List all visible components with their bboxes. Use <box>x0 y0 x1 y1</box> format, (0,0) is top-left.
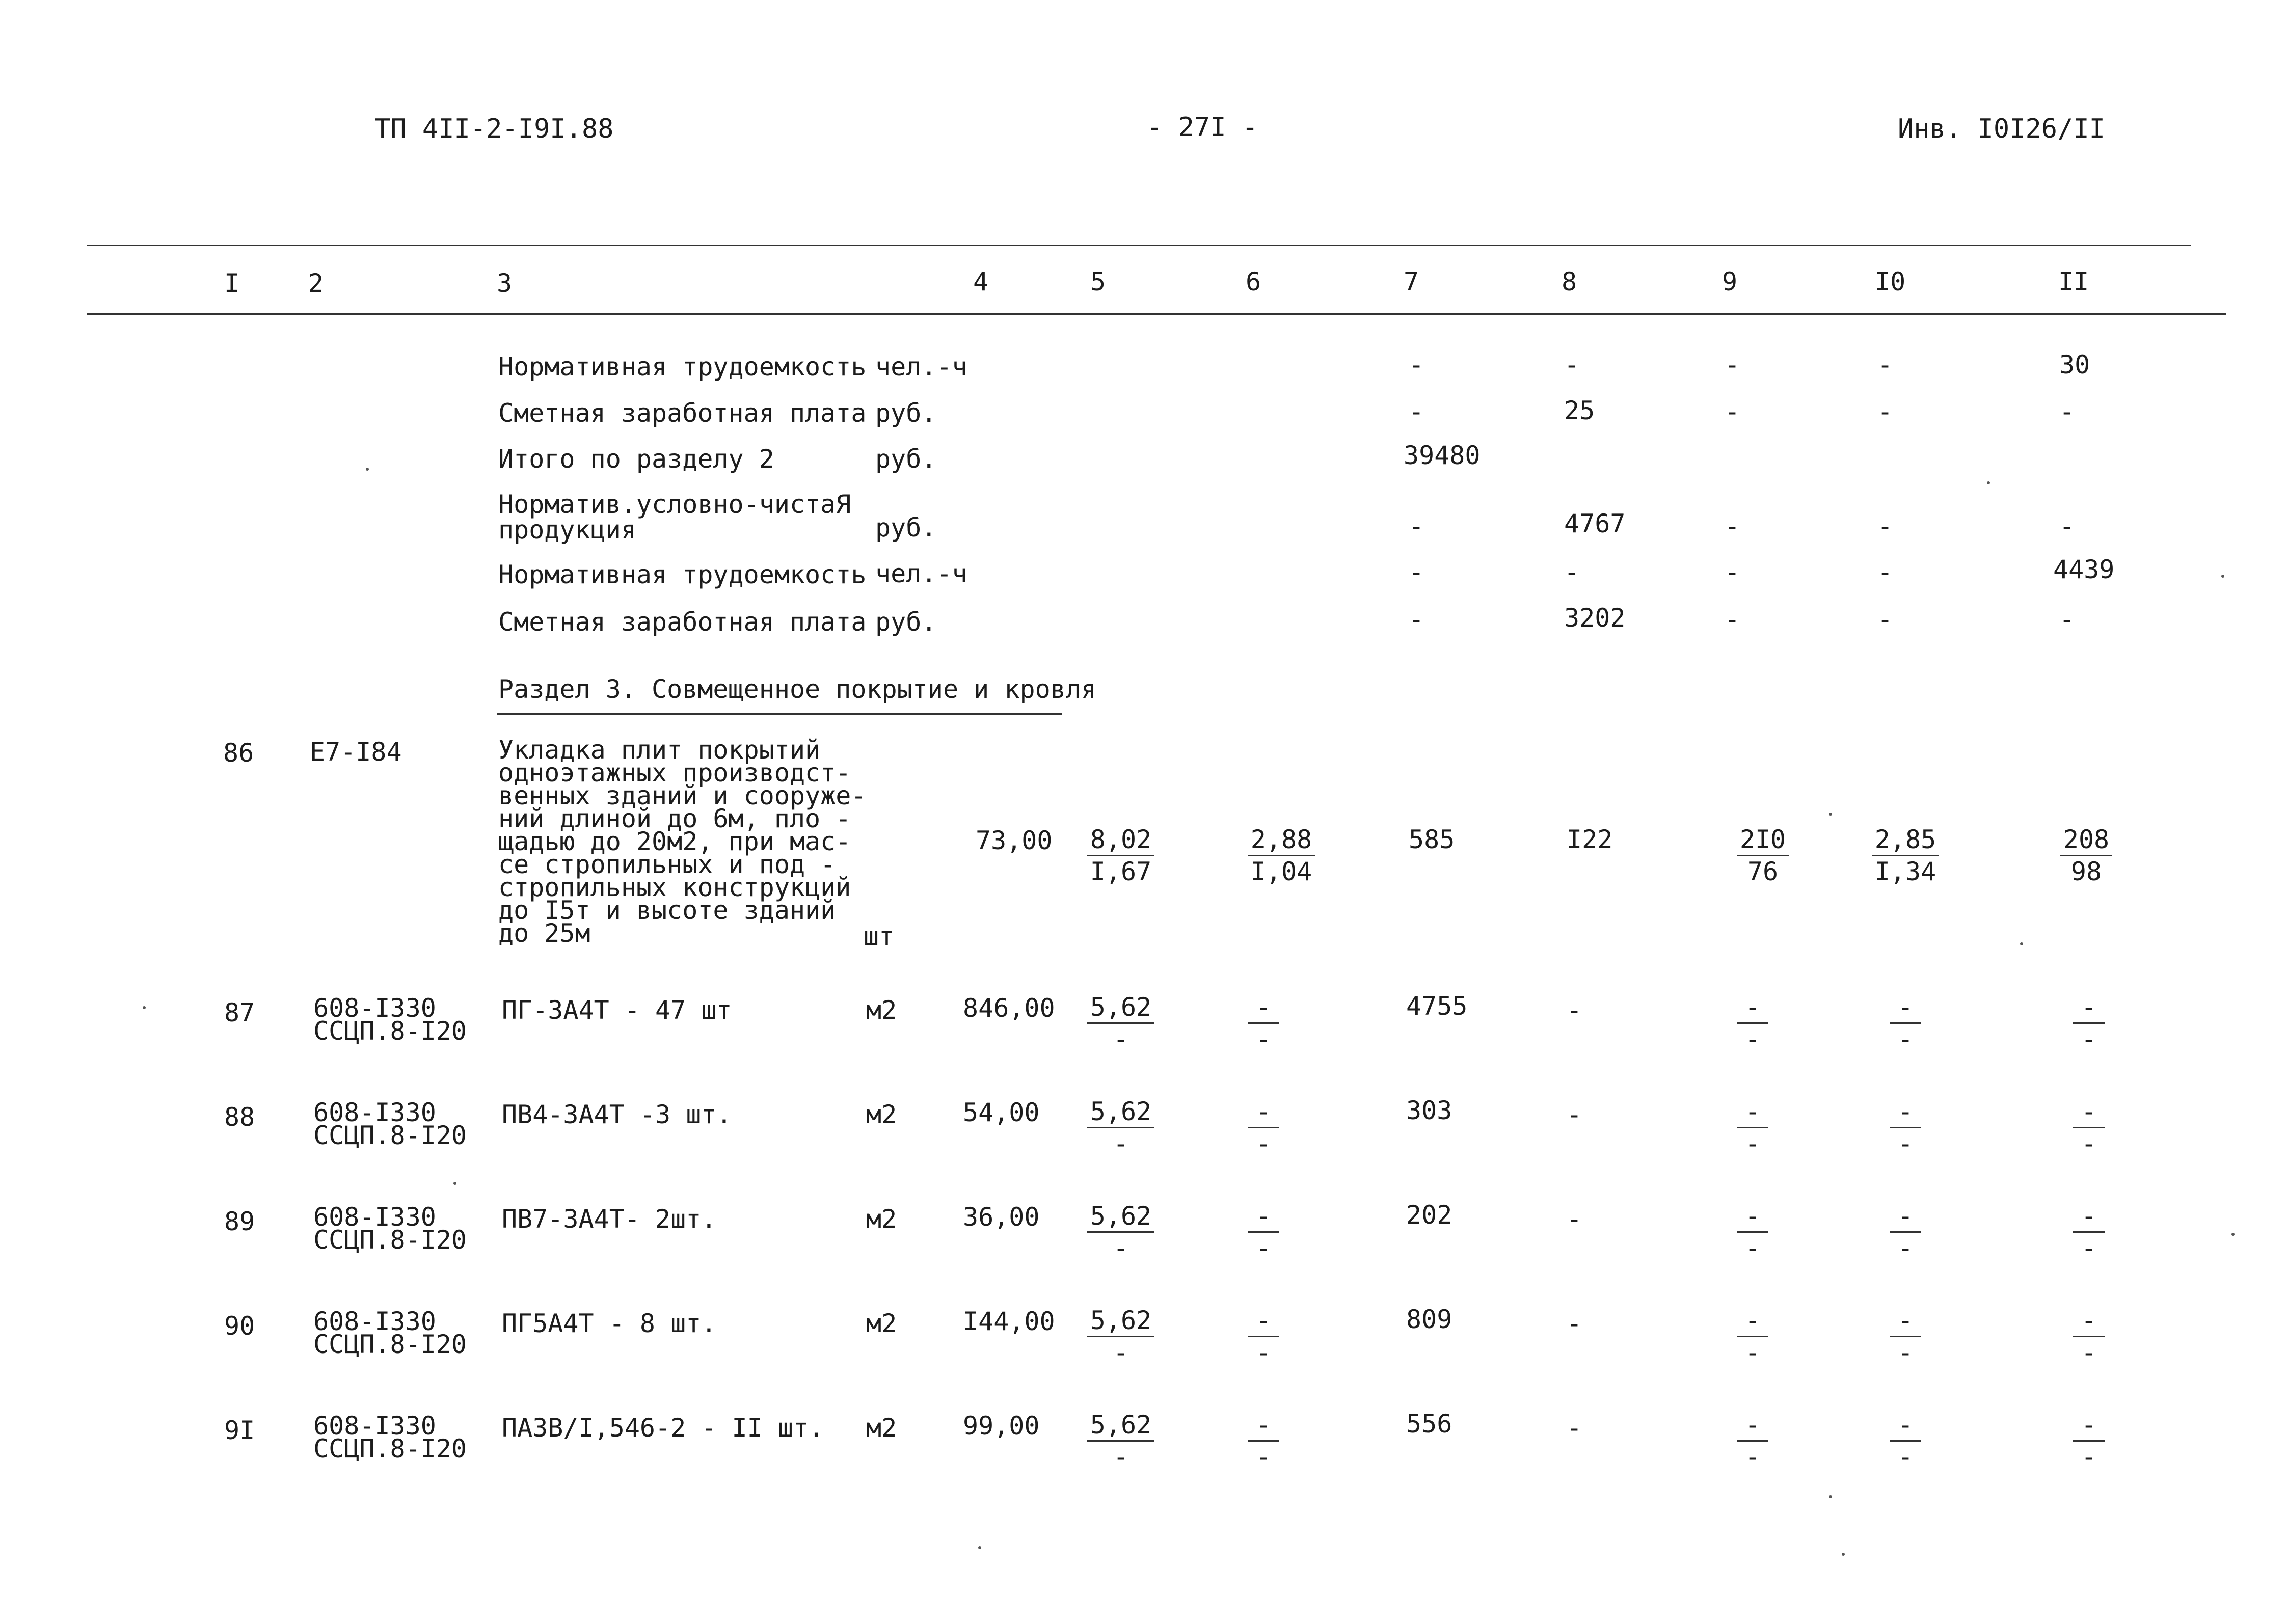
row-c11-num: - <box>2073 1201 2105 1233</box>
row-c6-fraction <box>1225 1201 1302 1263</box>
row-code: 608-I330 ССЦП.8-I20 <box>313 1411 467 1464</box>
row-c9-num: - <box>1737 992 1768 1024</box>
row-description: ПГ5А4Т - 8 шт. <box>502 1309 717 1338</box>
row-unit: м2 <box>866 1204 897 1234</box>
row-c7: 4755 <box>1406 991 1468 1021</box>
row-c8: - <box>1567 1309 1582 1338</box>
row-c5-den: - <box>1113 1024 1129 1054</box>
summary-unit: руб. <box>875 607 937 637</box>
summary-c8: - <box>1564 350 1580 380</box>
summary-c8: - <box>1564 557 1580 587</box>
row-c10-num: - <box>1890 1410 1921 1442</box>
row-c6-den: - <box>1255 1442 1272 1472</box>
summary-label: Нормативная трудоемкость <box>498 560 867 589</box>
row-c6-fraction <box>1225 1096 1302 1159</box>
row-c11-den: 98 <box>2070 857 2102 886</box>
row-c10-den: - <box>1897 1129 1914 1158</box>
summary-label: Сметная заработная плата <box>498 607 867 637</box>
row-number: 89 <box>224 1207 255 1236</box>
scan-speck <box>2221 575 2224 578</box>
row-c10-num: 2,85 <box>1872 824 1939 856</box>
row-c10-num: - <box>1890 992 1921 1024</box>
row-c11-num: - <box>2073 992 2105 1024</box>
row-c9-num: - <box>1737 1305 1768 1337</box>
row-c11-den: - <box>2081 1024 2097 1054</box>
row-c9-fraction <box>1725 824 1801 887</box>
row-c8: - <box>1567 1413 1582 1443</box>
row-c11-num: - <box>2073 1305 2105 1337</box>
row-c11-den: - <box>2081 1129 2097 1158</box>
row-c10-fraction <box>1867 1410 1944 1472</box>
col-header-8: 8 <box>1562 267 1577 296</box>
summary-c10: - <box>1877 350 1893 380</box>
row-number: 9I <box>224 1416 255 1445</box>
row-c6-num: 2,88 <box>1248 824 1315 856</box>
row-c10-num: - <box>1890 1096 1921 1128</box>
summary-unit: чел.-ч <box>875 559 967 588</box>
row-c5-num: 5,62 <box>1087 1305 1154 1337</box>
summary-c7: - <box>1409 557 1424 587</box>
row-c5-num: 5,62 <box>1087 1096 1154 1128</box>
col-header-4: 4 <box>973 267 989 296</box>
row-c5-den: - <box>1113 1233 1129 1263</box>
row-c6-den: - <box>1255 1129 1272 1158</box>
summary-c11: 30 <box>2059 350 2090 380</box>
summary-c8: 4767 <box>1564 509 1626 538</box>
row-c9-den: - <box>1744 1024 1761 1054</box>
row-unit: м2 <box>866 1309 897 1338</box>
row-c9-den: 76 <box>1747 857 1779 886</box>
row-c9-num: - <box>1737 1096 1768 1128</box>
row-c10-den: - <box>1897 1338 1914 1367</box>
summary-c9: - <box>1725 350 1740 380</box>
row-unit: м2 <box>866 995 897 1025</box>
page-number: - 27I - <box>1146 112 1258 143</box>
row-c10-num: - <box>1890 1201 1921 1233</box>
summary-c10: - <box>1877 557 1893 587</box>
summary-label: Итого по разделу 2 <box>498 444 774 474</box>
row-description: ПВ4-3А4Т -3 шт. <box>502 1100 732 1129</box>
row-code: 608-I330 ССЦП.8-I20 <box>313 993 467 1046</box>
row-c10-fraction <box>1867 1305 1944 1368</box>
row-c6-den: - <box>1255 1233 1272 1263</box>
row-c11-den: - <box>2081 1233 2097 1263</box>
row-c4: 36,00 <box>963 1202 1040 1232</box>
table-top-rule <box>87 245 2191 246</box>
row-c7: 585 <box>1409 825 1455 854</box>
row-c11-den: - <box>2081 1338 2097 1367</box>
summary-c11: 4439 <box>2053 555 2115 584</box>
row-c6-fraction <box>1225 1305 1302 1368</box>
row-c8: - <box>1567 995 1582 1025</box>
row-c11-fraction <box>2048 824 2124 887</box>
summary-label: Сметная заработная плата <box>498 398 867 428</box>
row-c11-num: - <box>2073 1096 2105 1128</box>
row-c9-fraction <box>1714 1201 1791 1263</box>
section-title-underline <box>497 713 1062 715</box>
row-c5-fraction <box>1083 1201 1159 1263</box>
row-number: 86 <box>223 738 254 768</box>
row-description: ПА3В/I,546-2 - II шт. <box>502 1413 824 1443</box>
row-c6-num: - <box>1248 1096 1279 1128</box>
row-c9-den: - <box>1744 1338 1761 1367</box>
row-c11-den: - <box>2081 1442 2097 1472</box>
summary-c11: - <box>2059 511 2075 541</box>
row-c5-den: - <box>1113 1338 1129 1367</box>
col-header-3: 3 <box>497 268 513 298</box>
row-c9-den: - <box>1744 1233 1761 1263</box>
row-c9-den: - <box>1744 1129 1761 1158</box>
row-c6-num: - <box>1248 992 1279 1024</box>
row-c9-num: 2I0 <box>1737 824 1789 856</box>
summary-c9: - <box>1725 605 1740 634</box>
row-unit: шт <box>864 922 895 951</box>
summary-c10: - <box>1877 605 1893 634</box>
col-header-1: I <box>224 268 240 298</box>
col-header-9: 9 <box>1722 267 1738 296</box>
row-number: 87 <box>224 998 255 1027</box>
row-c5-den: - <box>1113 1442 1129 1472</box>
summary-c10: - <box>1877 397 1893 426</box>
row-c5-num: 5,62 <box>1087 1201 1154 1233</box>
row-c9-fraction <box>1714 992 1791 1054</box>
scan-speck <box>2020 942 2023 945</box>
scan-speck <box>1829 1495 1832 1498</box>
row-c5-num: 5,62 <box>1087 992 1154 1024</box>
row-c10-num: - <box>1890 1305 1921 1337</box>
row-c7: 202 <box>1406 1200 1452 1230</box>
row-c10-fraction <box>1867 824 1944 887</box>
row-c9-fraction <box>1714 1410 1791 1472</box>
summary-c11: - <box>2059 397 2075 426</box>
row-c10-den: I,34 <box>1874 857 1936 886</box>
row-c10-fraction <box>1867 1201 1944 1263</box>
row-c11-fraction <box>2051 1201 2127 1263</box>
row-c6-num: - <box>1248 1201 1279 1233</box>
col-header-11: II <box>2058 267 2089 296</box>
row-c10-fraction <box>1867 1096 1944 1159</box>
summary-unit: руб. <box>875 444 937 474</box>
row-c7: 809 <box>1406 1305 1452 1334</box>
row-c6-num: - <box>1248 1305 1279 1337</box>
row-c5-fraction <box>1083 1305 1159 1368</box>
row-c7: 556 <box>1406 1409 1452 1439</box>
row-c8: I22 <box>1567 825 1613 854</box>
summary-unit: чел.-ч <box>875 352 967 382</box>
row-code: Е7-I84 <box>310 737 402 767</box>
inventory-number: Инв. I0I26/II <box>1898 114 2105 144</box>
scan-speck <box>978 1546 981 1549</box>
row-c9-num: - <box>1737 1410 1768 1442</box>
row-c5-den: - <box>1113 1129 1129 1158</box>
row-c4: 846,00 <box>963 993 1055 1023</box>
row-c9-num: - <box>1737 1201 1768 1233</box>
row-c5-num: 8,02 <box>1087 824 1154 856</box>
scan-speck <box>2231 1233 2235 1236</box>
row-c10-den: - <box>1897 1442 1914 1472</box>
row-c5-num: 5,62 <box>1087 1410 1154 1442</box>
summary-unit: руб. <box>875 398 937 428</box>
col-header-2: 2 <box>308 268 324 298</box>
summary-c9: - <box>1725 557 1740 587</box>
row-c8: - <box>1567 1204 1582 1234</box>
summary-unit: руб. <box>875 513 937 543</box>
scan-speck <box>366 468 369 471</box>
row-c4: 54,00 <box>963 1098 1040 1127</box>
summary-c7: - <box>1409 605 1424 634</box>
scan-speck <box>143 1006 146 1009</box>
summary-label: Нормативная трудоемкость <box>498 352 867 382</box>
row-c11-num: - <box>2073 1410 2105 1442</box>
row-c5-den: I,67 <box>1090 857 1152 886</box>
row-c10-fraction <box>1867 992 1944 1054</box>
summary-c11: - <box>2059 605 2075 634</box>
row-description: ПГ-3А4Т - 47 шт <box>502 995 732 1025</box>
scan-speck <box>1842 1553 1845 1556</box>
col-header-7: 7 <box>1404 267 1419 296</box>
row-description: Укладка плит покрытий одноэтажных производст- венных зданий и сооруже- ний длиной до 6м, пло - щадью до 20м2, при мас- се стропильных и под - стропильных конструкций до I5т и высоте зданий до 25м <box>498 735 867 948</box>
row-c6-num: - <box>1248 1410 1279 1442</box>
row-c9-fraction <box>1714 1305 1791 1368</box>
row-c4: 73,00 <box>976 826 1053 855</box>
row-c8: - <box>1567 1100 1582 1129</box>
row-c4: 99,00 <box>963 1411 1040 1441</box>
summary-label: Норматив.условно-чистаЯ продукция <box>498 490 851 545</box>
row-c5-fraction <box>1083 1410 1159 1472</box>
row-c11-num: 208 <box>2060 824 2112 856</box>
row-c5-fraction <box>1083 824 1159 887</box>
row-c10-den: - <box>1897 1024 1914 1054</box>
row-c6-fraction <box>1243 824 1320 887</box>
row-c10-den: - <box>1897 1233 1914 1263</box>
col-header-10: I0 <box>1875 267 1906 296</box>
scan-speck <box>1987 481 1990 484</box>
row-c11-fraction <box>2051 992 2127 1054</box>
row-c6-fraction <box>1225 1410 1302 1472</box>
row-c5-fraction <box>1083 1096 1159 1159</box>
row-unit: м2 <box>866 1413 897 1443</box>
row-number: 88 <box>224 1102 255 1132</box>
table-header-rule <box>87 313 2226 315</box>
col-header-5: 5 <box>1090 267 1106 296</box>
summary-c9: - <box>1725 511 1740 541</box>
summary-c9: - <box>1725 397 1740 426</box>
summary-c8: 3202 <box>1564 603 1626 633</box>
scan-speck <box>453 1182 456 1185</box>
row-c4: I44,00 <box>963 1307 1055 1336</box>
row-c11-fraction <box>2051 1305 2127 1368</box>
summary-c7: - <box>1409 350 1424 380</box>
scan-speck <box>1829 813 1832 816</box>
row-code: 608-I330 ССЦП.8-I20 <box>313 1202 467 1255</box>
section-title: Раздел 3. Совмещенное покрытие и кровля <box>498 674 1096 704</box>
row-code: 608-I330 ССЦП.8-I20 <box>313 1098 467 1150</box>
row-c11-fraction <box>2051 1096 2127 1159</box>
row-c6-den: - <box>1255 1024 1272 1054</box>
row-description: ПВ7-3А4Т- 2шт. <box>502 1204 717 1234</box>
row-c11-fraction <box>2051 1410 2127 1472</box>
row-unit: м2 <box>866 1100 897 1129</box>
row-c7: 303 <box>1406 1096 1452 1125</box>
row-number: 90 <box>224 1311 255 1341</box>
summary-c8: 25 <box>1564 396 1595 425</box>
row-c6-den: I,04 <box>1250 857 1312 886</box>
col-header-6: 6 <box>1246 267 1261 296</box>
row-c5-fraction <box>1083 992 1159 1054</box>
row-c9-den: - <box>1744 1442 1761 1472</box>
row-c9-fraction <box>1714 1096 1791 1159</box>
summary-c7: - <box>1409 397 1424 426</box>
summary-c7: - <box>1409 511 1424 541</box>
row-c6-den: - <box>1255 1338 1272 1367</box>
doc-code: ТП 4II-2-I9I.88 <box>374 114 614 144</box>
summary-c10: - <box>1877 511 1893 541</box>
summary-c7: 39480 <box>1404 441 1481 470</box>
row-c6-fraction <box>1225 992 1302 1054</box>
row-code: 608-I330 ССЦП.8-I20 <box>313 1307 467 1359</box>
